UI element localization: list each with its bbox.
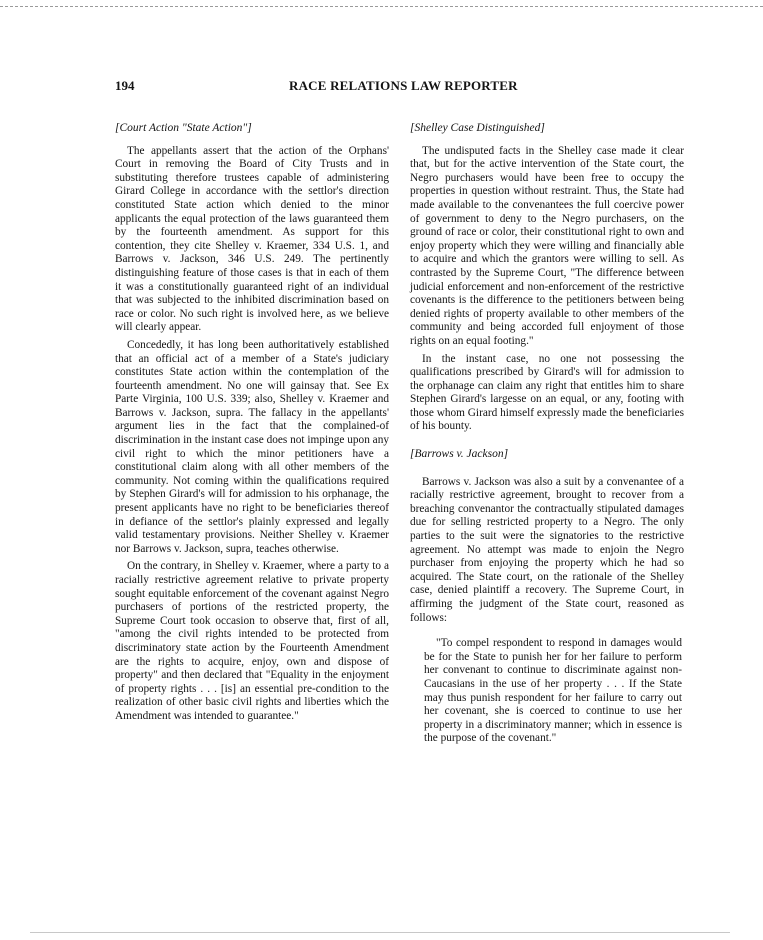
section-heading-barrows: [Barrows v. Jackson] [410, 448, 509, 461]
body-paragraph: Concededly, it has long been authoritatively established that an official act of a member of a State's judiciary constitutes State action within the contemplation of the fourteenth amendment. No one will gainsay that. See Ex Parte Virginia, 100 U.S. 339; also, Shelley v. Kraemer and Barrows v. Jackson, supra. The fallacy in the appellants' argument lies in the fact that the complained-of discrimination in the instant case does not impinge upon any civil right to which the minor petitioners have a constitutional claim along with all other members of the community. Not coming within the qualifications required by Stephen Girard's will for admission to his orphanage, the present applicants have no right to be beneficiaries thereof in defiance of the settlor's plainly expressed and legally valid testamentary provisions. Neither Shelley v. Kraemer nor Barrows v. Jackson, supra, teaches otherwise. [115, 338, 389, 555]
body-paragraph: On the contrary, in Shelley v. Kraemer, where a party to a racially restrictive agreement relative to private property sought equitable enforcement of the covenant against Negro purchasers of portions of the restricted property, the Supreme Court took occasion to observe that, first of all, "among the civil rights intended to be protected from discriminatory state action by the Fourteenth Amendment are the rights to acquire, enjoy, own and dispose of property" and then declared that "Equality in the enjoyment of property rights . . . [is] an essential pre-condition to the realization of other basic civil rights and liberties which the Amendment was intended to guarantee." [115, 560, 389, 722]
body-paragraph: Barrows v. Jackson was also a suit by a convenantee of a racially restrictive agreement, brought to recover from a breaching convenantor the contractually stipulated damages due for selling restricted property to a Negro. The only parties to the suit were the signatories to the restrictive agreement. No attempt was made to enjoin the Negro purchaser from enjoying the property which he had so acquired. The State court, on the rationale of the Shelley case, denied plaintiff a recovery. The Supreme Court, in affirming the judgment of the State court, reasoned as follows: [410, 475, 684, 624]
block-quote: "To compel respondent to respond in damages would be for the State to punish her for her failure to perform her convenant to continue to discriminate against non-Caucasians in the use of her property . . . If the State may thus punish respondent for her failure to carry out her covenant, she is coerced to continue to use her property in a discriminatory manner; which in essence is the purpose of the covenant." [424, 637, 682, 745]
section-heading-shelley: [Shelley Case Distinguished] [410, 122, 545, 134]
scan-edge-top [0, 6, 763, 7]
page-header [115, 78, 685, 96]
body-paragraph: The undisputed facts in the Shelley case made it clear that, but for the active intervention of the State court, the Negro purchasers would have been free to occupy the properties in question without restraint. Thus, the State had made available to the convenantees the full coercive power of government to deny to the Negro purchasers, on the ground of race or color, their constitutional right to own and enjoy property which they were willing and financially able to acquire and which the grantors were willing to sell. As contrasted by the Supreme Court, "The difference between judicial enforcement and non-enforcement of the restrictive covenants is the difference to the petitioners between being denied rights of property available to other members of the community and being accorded full enjoyment of those rights on an equal footing." [410, 144, 684, 347]
right-column [410, 122, 684, 746]
left-column [115, 122, 389, 728]
scan-edge-bottom [30, 932, 730, 933]
page-number: 194 [115, 78, 135, 93]
body-paragraph: The appellants assert that the action of the Orphans' Court in removing the Board of City Trusts and in substituting therefore trustees capable of administering Girard College in accordance with the settlor's direction constituted State action which denied to the minor applicants the equal protection of the laws guaranteed them by the fourteenth amendment. As support for this contention, they cite Shelley v. Kraemer, 334 U.S. 1, and Barrows v. Jackson, 346 U.S. 249. The pertinently distinguishing feature of those cases is that in each of them it was a constitutionally guaranteed right of an individual that was subjected to the inhibited discrimination based on race or color. No such right is involved here, as we believe will clearly appear. [115, 144, 389, 334]
section-heading-court-action: [Court Action "State Action"] [115, 122, 252, 134]
body-paragraph: In the instant case, no one not possessing the qualifications prescribed by Girard's will for admission to the orphanage can claim any right that entitles him to share Stephen Girard's largesse on an equal, or any, footing with those whom Girard himself expressly made the beneficiaries of his bounty. [410, 352, 684, 433]
running-head: RACE RELATIONS LAW REPORTER [289, 78, 518, 93]
